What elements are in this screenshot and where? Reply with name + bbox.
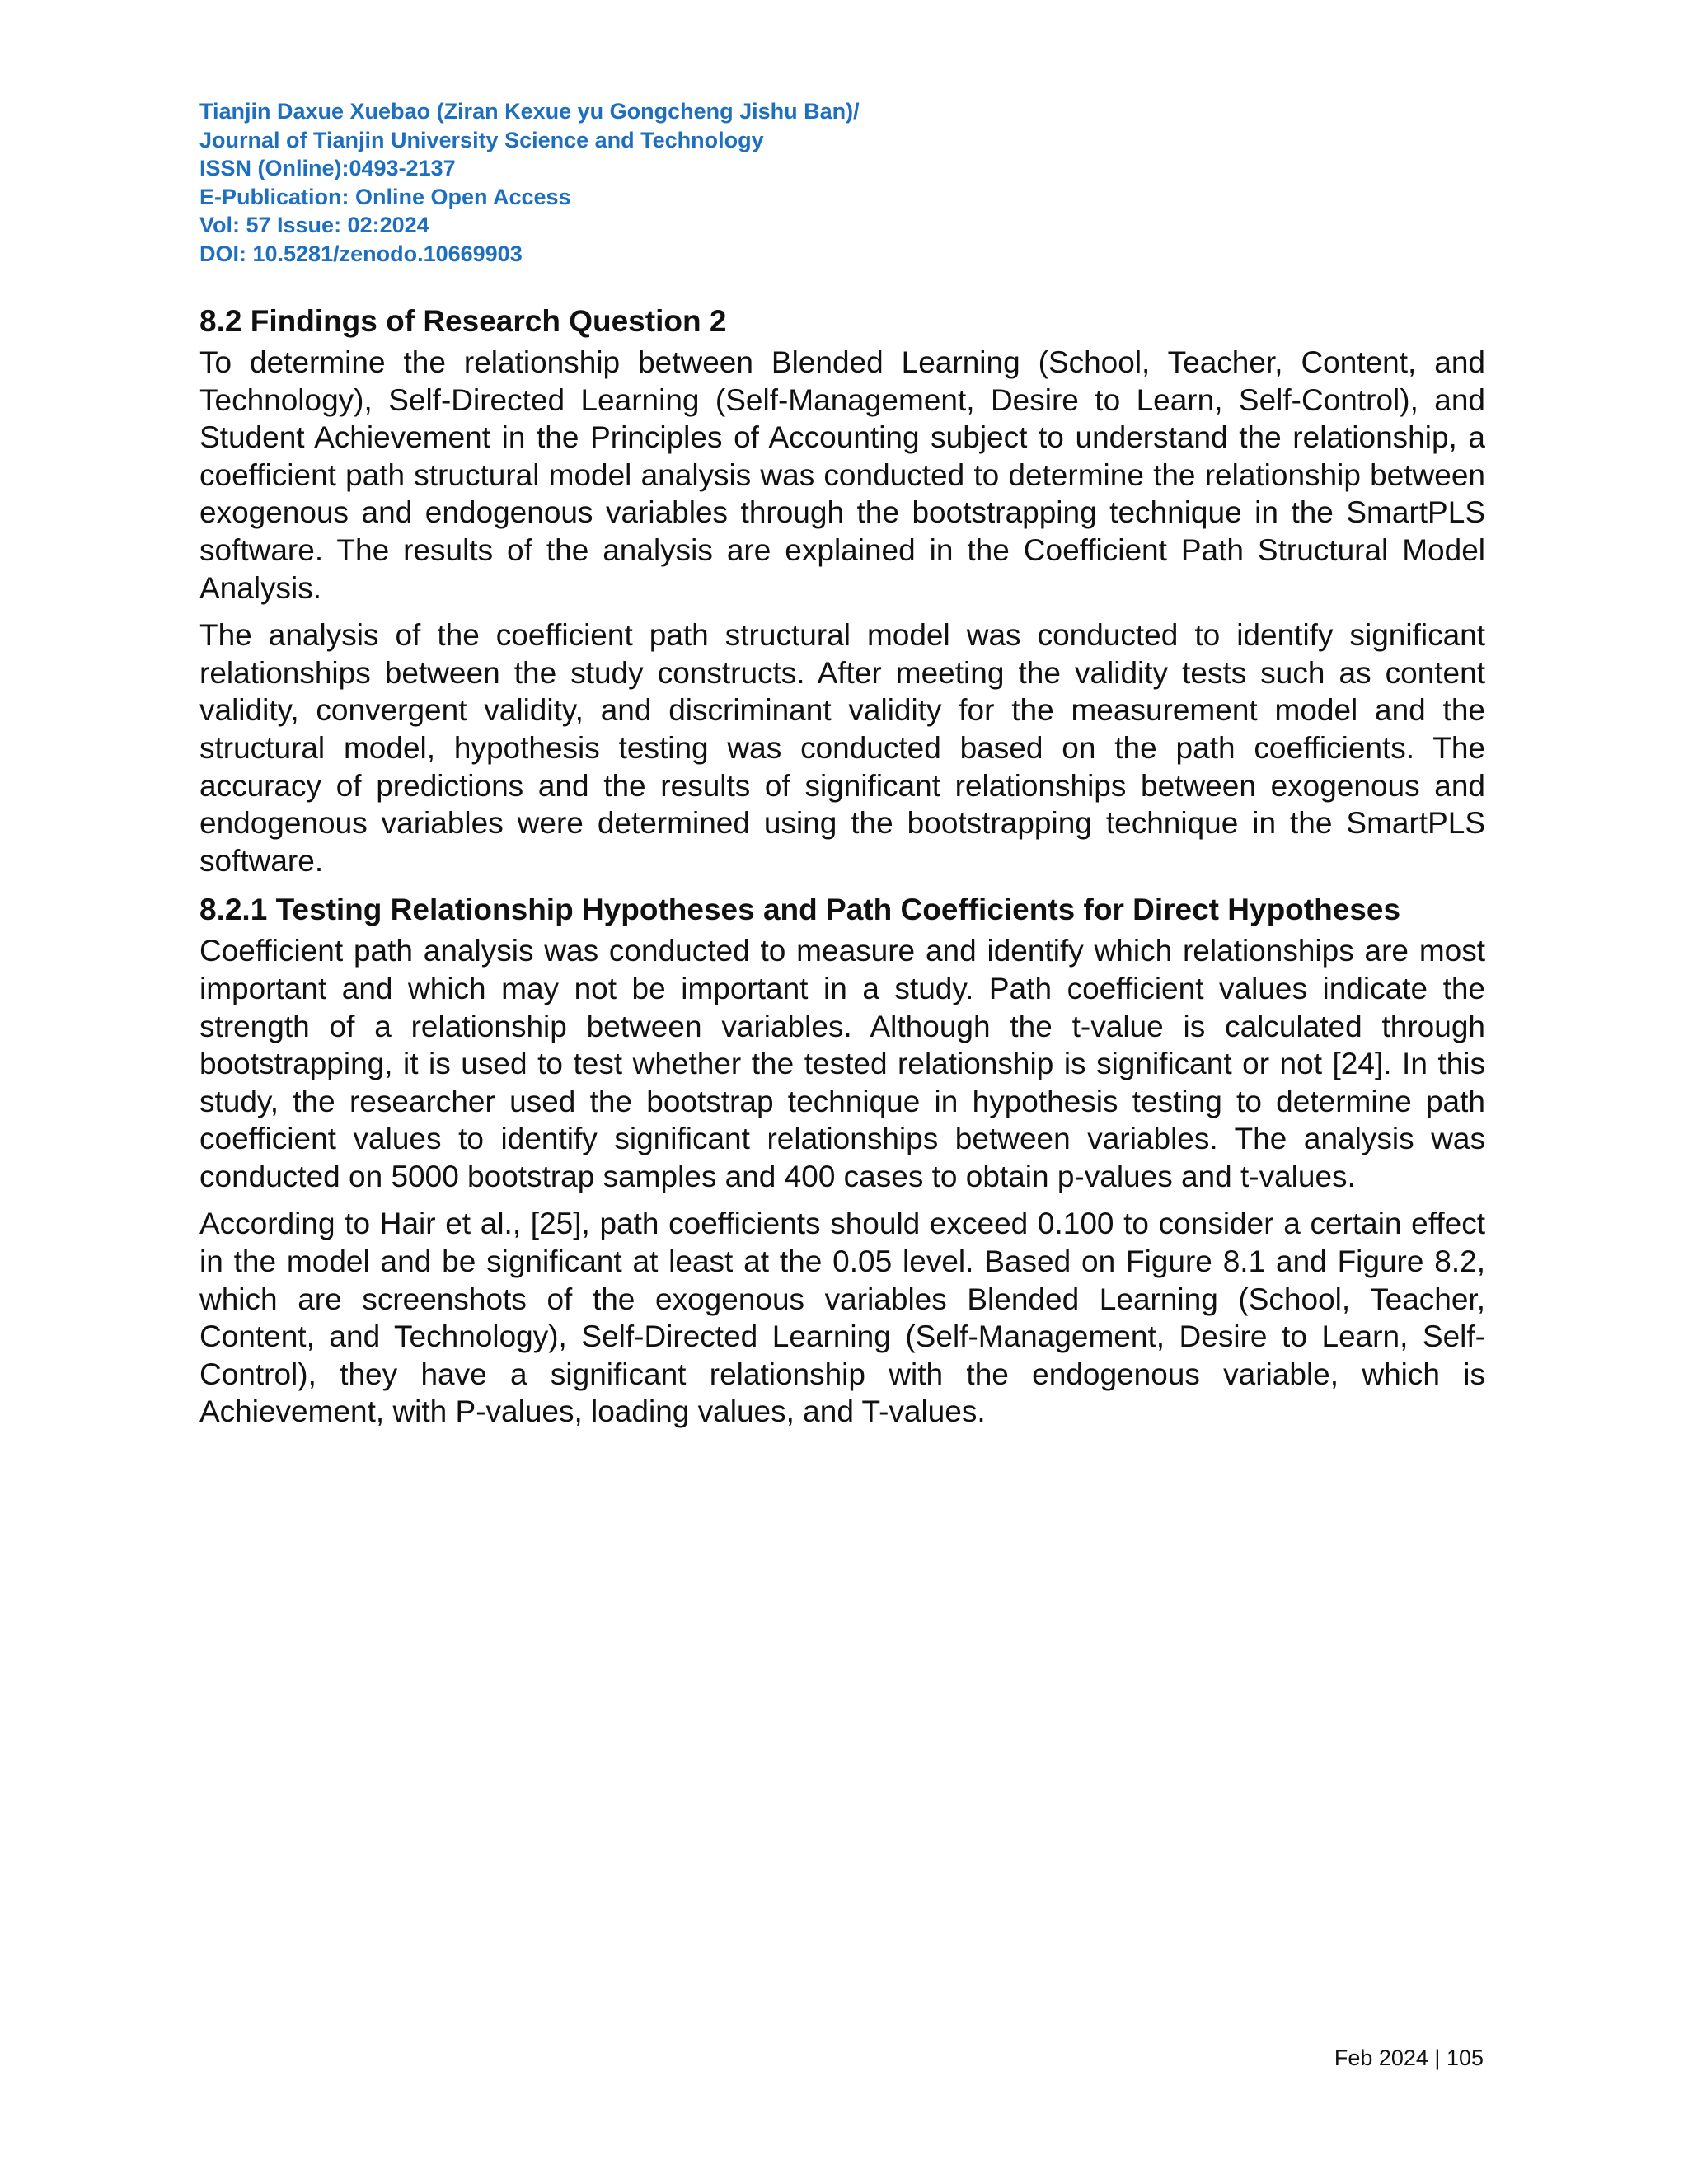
section-paragraph-2: The analysis of the coefficient path structural model was conducted to identify significant relationships between the study constructs. After meeting the validity tests such as content validity, convergent validity, and discriminant validity for the measurement model and the structural model, hypothesis testing was conducted based on the path coefficients. The accuracy of predictions and the results of significant relationships between exogenous and endogenous variables were determined using the bootstrapping technique in the SmartPLS software. (199, 618, 1485, 878)
page-content (199, 97, 1485, 1441)
section-paragraph-1: To determine the relationship between Blended Learning (School, Teacher, Content, and Technology), Self-Directed Learning (Self-Management, Desire to Learn, Self-Control), and Student Achievement in the Principles of Accounting subject to understand the relationship, a coefficient path structural model analysis was conducted to determine the relationship between exogenous and endogenous variables through the bootstrapping technique in the SmartPLS software. The results of the analysis are explained in the Coefficient Path Structural Model Analysis. (199, 345, 1485, 605)
subsection-paragraph-2: According to Hair et al., [25], path coefficients should exceed 0.100 to consider a certain effect in the model and be significant at least at the 0.05 level. Based on Figure 8.1 and Figure 8.2, which are screenshots of the exogenous variables Blended Learning (School, Teacher, Content, and Technology), Self-Directed Learning (Self-Management, Desire to Learn, Self-Control), they have a significant relationship with the endogenous variable, which is Achievement, with P-values, loading values, and T-values. (199, 1207, 1485, 1429)
journal-header (199, 97, 1485, 268)
subsection-paragraph-1: Coefficient path analysis was conducted to measure and identify which relationships are most important and which may not be important in a study. Path coefficient values indicate the strength of a relationship between variables. Although the t-value is calculated through bootstrapping, it is used to test whether the tested relationship is significant or not [24]. In this study, the researcher used the bootstrap technique in hypothesis testing to determine path coefficient values to identify significant relationships between variables. The analysis was conducted on 5000 bootstrap samples and 400 cases to obtain p-values and t-values. (199, 934, 1485, 1193)
journal-volume-issue: Vol: 57 Issue: 02:2024 (199, 213, 429, 237)
journal-doi: DOI: 10.5281/zenodo.10669903 (199, 241, 523, 266)
page-footer: Feb 2024 | 105 (1334, 2046, 1484, 2070)
section-heading: 8.2 Findings of Research Question 2 (199, 304, 727, 338)
journal-title-english: Journal of Tianjin University Science and Technology (199, 127, 764, 152)
subsection-heading: 8.2.1 Testing Relationship Hypotheses and Path Coefficients for Direct Hypotheses (199, 893, 1401, 927)
journal-title-romanized: Tianjin Daxue Xuebao (Ziran Kexue yu Gongcheng Jishu Ban)/ (199, 99, 860, 124)
journal-publication-type: E-Publication: Online Open Access (199, 184, 571, 209)
journal-issn: ISSN (Online):0493-2137 (199, 156, 456, 180)
